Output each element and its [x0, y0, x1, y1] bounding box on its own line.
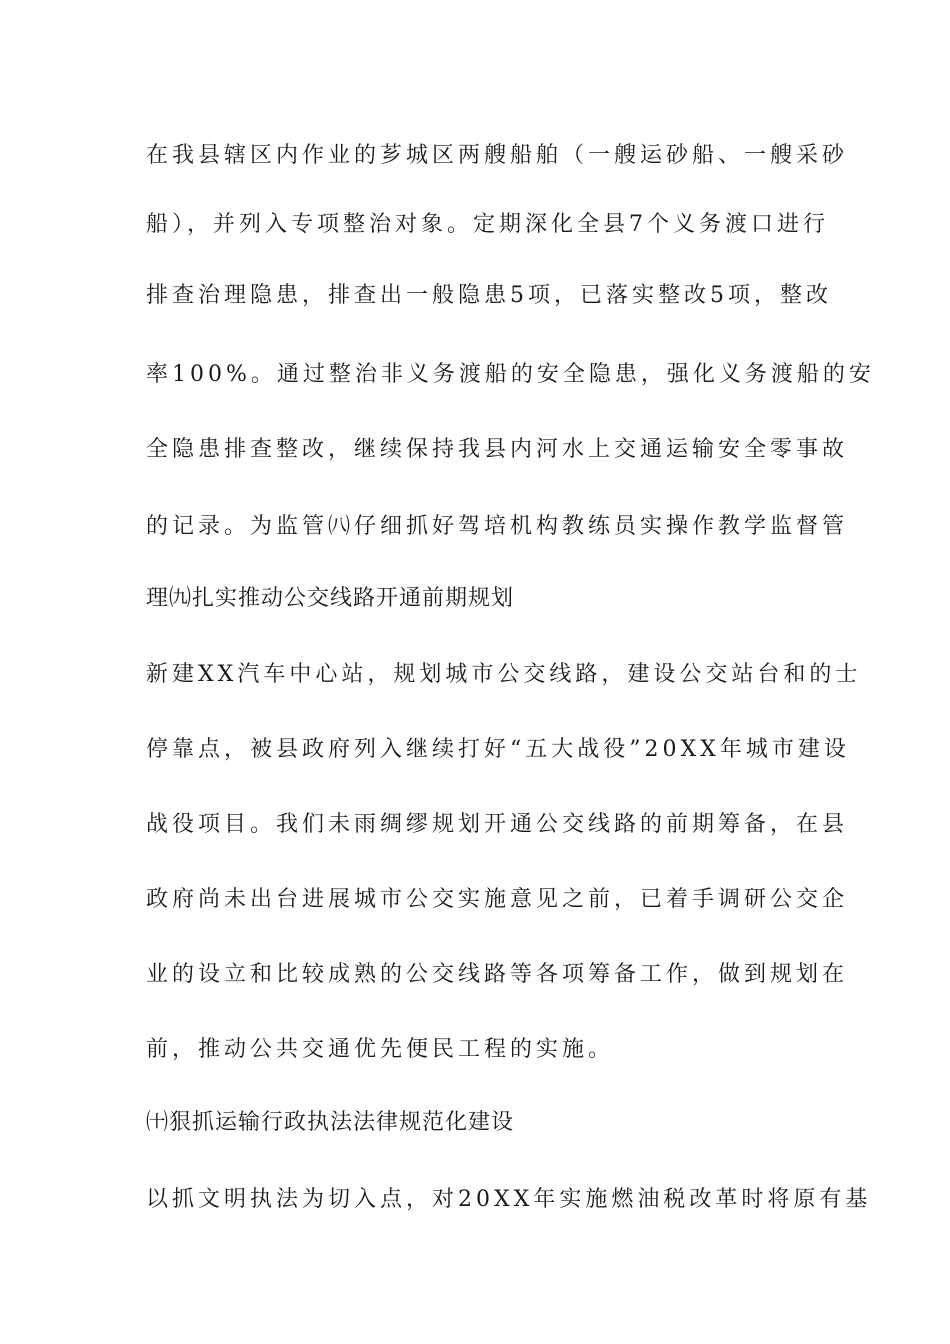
text-line-2: 船），并列入专项整治对象。定期深化全县7个义务渡口进行 [146, 212, 829, 237]
text-line-1: 在我县辖区内作业的芗城区两艘船舶（一艘运砂船、一艘采砂 [146, 143, 849, 168]
text-line-3: 排查治理隐患，排查出一般隐患5项，已落实整改5项，整改 [146, 283, 832, 308]
text-line-5: 全隐患排查整改，继续保持我县内河水上交通运输安全零事故 [146, 437, 849, 462]
text-line-9: 停靠点，被县政府列入继续打好“五大战役”20XX年城市建设 [146, 737, 850, 762]
text-line-4: 率100%。通过整治非义务渡船的安全隐患，强化义务渡船的安 [146, 362, 875, 387]
text-line-8: 新建XX汽车中心站，规划城市公交线路，建设公交站台和的士 [146, 662, 862, 687]
section-heading-10: ㈩狠抓运输行政执法法律规范化建设 [146, 1110, 515, 1135]
text-line-10: 战役项目。我们未雨绸缪规划开通公交线路的前期筹备，在县 [146, 812, 849, 837]
text-line-13: 前，推动公共交通优先便民工程的实施。 [146, 1037, 615, 1062]
text-line-12: 业的设立和比较成熟的公交线路等各项筹备工作，做到规划在 [146, 962, 849, 987]
text-line-15: 以抓文明执法为切入点，对20XX年实施燃油税改革时将原有基 [146, 1187, 872, 1212]
section-heading-9: 理㈨扎实推动公交线路开通前期规划 [146, 586, 515, 611]
text-line-11: 政府尚未出台进展城市公交实施意见之前，已着手调研公交企 [146, 887, 849, 912]
text-line-6: 的记录。为监管㈧仔细抓好驾培机构教练员实操作教学监督管 [146, 514, 849, 539]
